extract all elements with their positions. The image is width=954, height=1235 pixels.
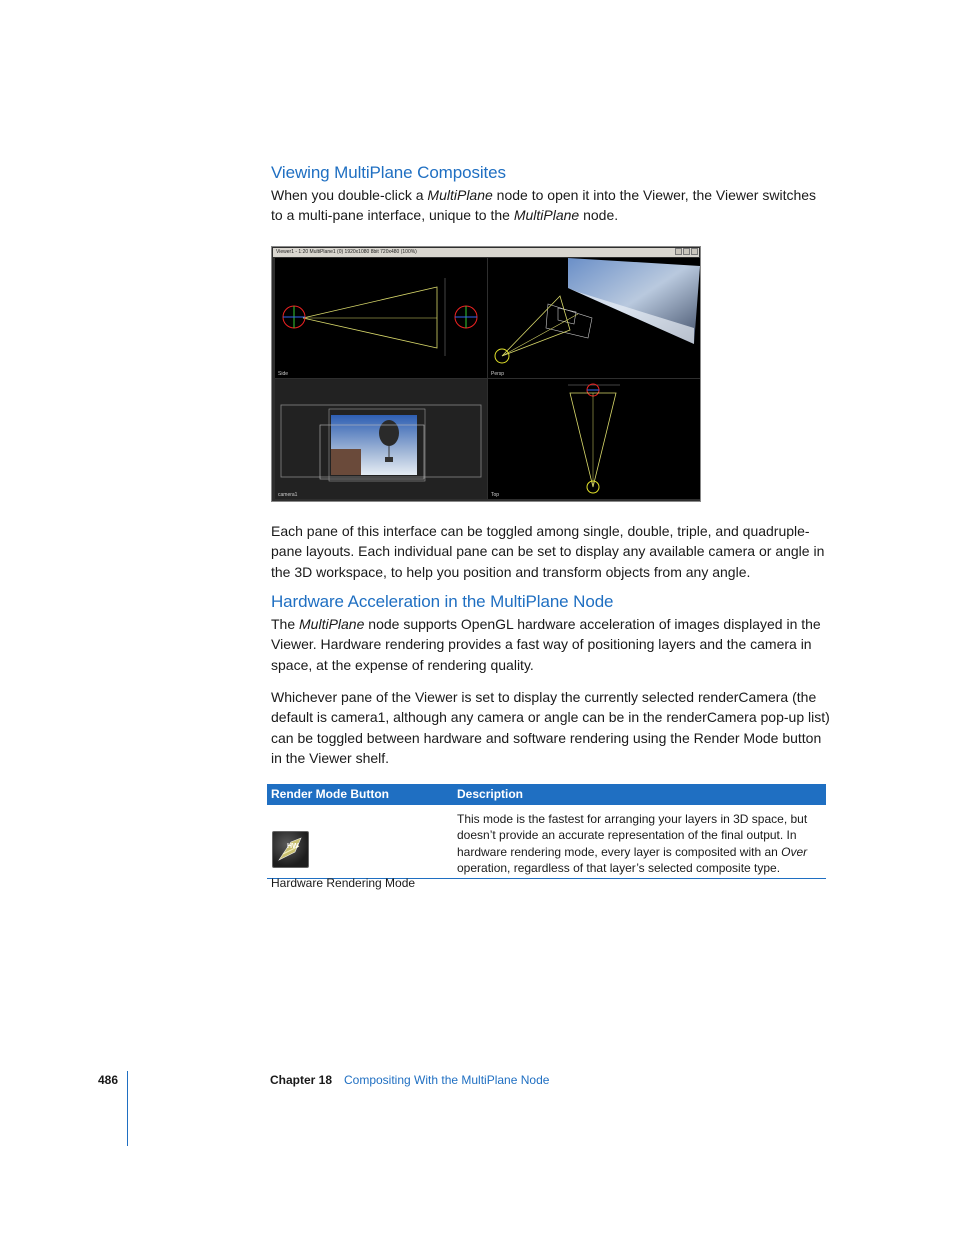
pane-label-top: Top — [491, 492, 500, 498]
pane-label-camera: camera1 — [278, 492, 298, 498]
render-mode-table — [267, 784, 826, 890]
svg-text:HW: HW — [287, 843, 299, 850]
multiplane-viewer-screenshot — [271, 246, 701, 502]
intro-paragraph: When you double-click a MultiPlane node to open it into the Viewer, the Viewer switches to a multi-pane interface, unique to the MultiPlane node. — [271, 187, 817, 224]
side-view-pane — [275, 258, 487, 378]
viewer-titlebar: Viewer1 - 1:20 MultiPlane1 (0) 1920x1080 8bit 720x480 (100%) — [273, 248, 699, 257]
window-buttons — [675, 248, 698, 255]
render-mode-description: This mode is the fastest for arranging your layers in 3D space, but doesn’t provide an accurate representation of the final output. In hardware rendering mode, every layer is composited with an Over operation, regardless of that layer’s selected composite type. — [457, 812, 808, 876]
hardware-paragraph-2: Whichever pane of the Viewer is set to display the currently selected renderCamera (the default is camera1, although any camera or angle can be in the renderCamera pop-up list) can be toggled between hardware and software rendering using the Render Mode button in the Viewer shelf. — [271, 689, 830, 767]
section-heading-viewing: Viewing MultiPlane Composites — [271, 163, 506, 182]
chapter-label: Chapter 18 — [270, 1073, 333, 1087]
section-heading-hardware: Hardware Acceleration in the MultiPlane Node — [271, 592, 614, 611]
top-view-pane — [488, 379, 700, 499]
hardware-paragraph-1: The MultiPlane node supports OpenGL hardware acceleration of images displayed in the Viewer. Hardware rendering provides a fast way of positioning layers and the camera in space, at the expense of rendering quality. — [271, 616, 821, 673]
render-mode-cell — [267, 805, 457, 890]
chapter-title-link[interactable]: Compositing With the MultiPlane Node — [344, 1073, 550, 1087]
perspective-view-pane — [488, 258, 700, 378]
panes-paragraph: Each pane of this interface can be toggled among single, double, triple, and quadruple-pane layouts. Each individual pane can be set to display any available camera or angle in the 3D workspace, to help you position and transform objects from any angle. — [271, 523, 825, 580]
camera-view-pane — [275, 379, 487, 499]
page-number: 486 — [98, 1073, 119, 1087]
hardware-render-icon — [272, 831, 309, 868]
table-header-button: Render Mode Button — [271, 787, 389, 801]
table-row — [267, 805, 826, 890]
hardware-rendering-mode-label: Hardware Rendering Mode — [271, 876, 416, 890]
table-header-description: Description — [457, 787, 524, 801]
table-header-row — [267, 784, 826, 805]
pane-label-persp: Persp — [491, 371, 505, 377]
footer-divider — [127, 1071, 128, 1146]
pane-label-side: Side — [278, 371, 289, 377]
